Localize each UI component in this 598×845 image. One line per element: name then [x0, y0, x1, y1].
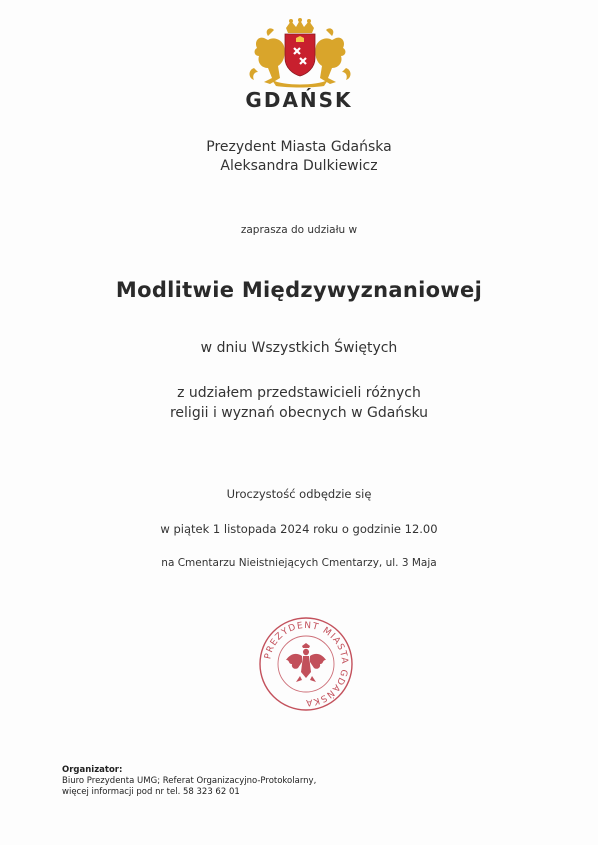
invitation-intro: zaprasza do udziału w	[240, 224, 358, 236]
host-title: Prezydent Miasta Gdańska	[206, 139, 392, 155]
event-occasion: w dniu Wszystkich Świętych	[200, 340, 398, 356]
gdansk-coat-of-arms-icon	[244, 18, 356, 88]
official-stamp-icon	[258, 616, 354, 712]
organizer-label: Organizator:	[62, 765, 123, 775]
organizer-line-1: Biuro Prezydenta UMG; Referat Organizacyjno-Protokolarny,	[62, 776, 317, 786]
stamp-text: PREZYDENT MIASTA GDAŃSKA	[263, 620, 350, 708]
event-title: Modlitwie Międzywyznaniowej	[115, 278, 483, 302]
host-name: Aleksandra Dulkiewicz	[220, 158, 378, 174]
event-place: na Cmentarzu Nieistniejących Cmentarzy, ul. 3 Maja	[161, 557, 437, 569]
organizer-footer	[62, 765, 316, 798]
event-datetime: w piątek 1 listopada 2024 roku o godzinie 12.00	[160, 522, 438, 536]
participants-line-1: z udziałem przedstawicieli różnych	[177, 385, 421, 401]
organizer-line-2: więcej informacji pod nr tel. 58 323 62 01	[62, 787, 240, 797]
city-name: GDAŃSK	[245, 88, 353, 112]
ceremony-intro: Uroczystość odbędzie się	[226, 487, 372, 501]
participants-line-2: religii i wyznań obecnych w Gdańsku	[169, 405, 429, 421]
